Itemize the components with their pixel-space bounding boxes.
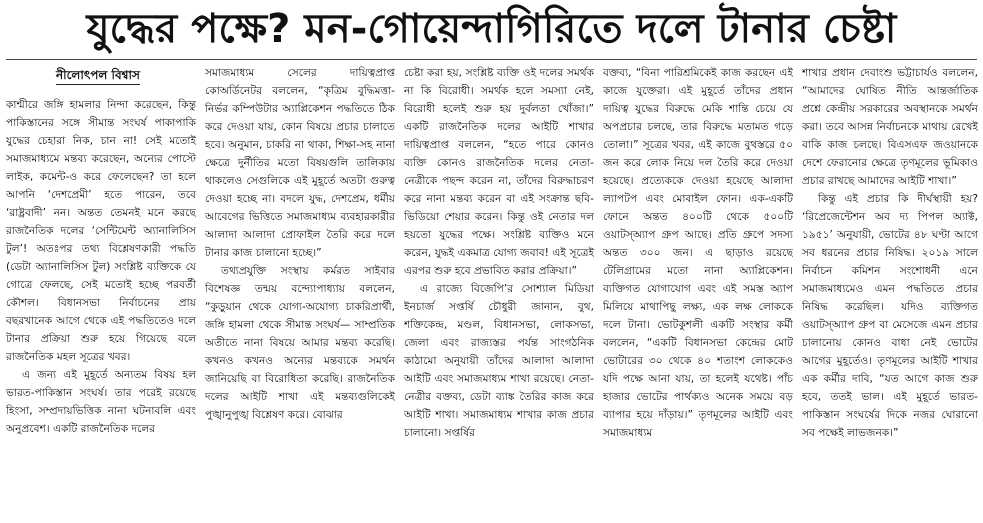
byline: নীলোৎপল বিশ্বাস: [56, 66, 140, 85]
column-4-paragraph-1: বক্তব্য, “বিনা পারিশ্রমিকেই কাজ করছেন এই কাজে যুক্তেরা। এই মুহূর্তে তাঁদের প্রধান দায়িত্ব যুদ্ধের বিরুদ্ধে মেকি শান্তি চেয়ে যে অপপ্রচার চলছে, তার বিরুদ্ধে মতামত গড়ে তোলা।” সূত্রের খবর, এই কাজে বুথস্তরে ৫০ জন করে লোক নিয়ে দল তৈরি করে দেওয়া হয়েছে। প্রত্যেককে দেওয়া হয়েছে আলাদা ল্যাপটপ এবং মোবাইল ফোন। এক-একটি ফোনে অন্তত ৪০০টি থেকে ৫০০টি ওয়াটস্‌অ্যাপ গ্রুপ আছে। প্রতি গ্রুপে সদস্য অন্তত ৩০০ জন। এ ছাড়াও রয়েছে টেলিগ্রামের মতো নানা অ্যাপ্লিকেশন। ব্যক্তিগত যোগাযোগ এবং এই সমস্ত অ্যাপ মিলিয়ে মাথাপিছু লক্ষ্য, এক লক্ষ লোককে দলে টানা। ভোটকুশলী একটি সংস্থার কর্মী বললেন, “একটি বিধানসভা কেন্দ্রের মোট ভোটারের ৩০ থেকে ৪০ শতাংশ লোককেও যদি পক্ষে আনা যায়, তা হলেই যথেষ্ট। পাঁচ হাজার ভোটের পার্থক্যও অনেক সময়ে বড় ব্যাপার হয়ে দাঁড়ায়।” তৃণমূলের আইটি এবং সমাজমাধ্যম: [603, 67, 793, 439]
article-column-2: [205, 64, 395, 520]
article-column-3: [404, 64, 594, 520]
article-column-5: [802, 64, 978, 520]
column-1-paragraph-1: কাশ্মীরে জঙ্গি হামলার নিন্দা করেছেন, কিন্তু পাকিস্তানের সঙ্গে সীমান্ত সংঘর্ষ পাকাপাকি যুদ্ধের চেহারা নিক, চান না! সেই মতোই সমাজমাধ্যমে মন্তব্য করেছেন, অন্যের পোস্টে লাইক, কমেন্ট-ও করে ফেলেছেন? তা হলে আপনি ‘দেশপ্রেমী’ হতে পারেন, তবে ‘রাষ্ট্রবাদী’ নন। অন্তত তেমনই মনে করছে রাজনৈতিক দলের ‘সেন্টিমেন্ট অ্যানালিসিস টুল’! অতঃপর তথ্য বিশ্লেষণকারী পদ্ধতি (ডেটা অ্যানালিসিস টুল) সংশ্লিষ্ট ব্যক্তিকে যে গোত্রে ফেলছে, সেই মতোই হচ্ছে পরবর্তী কৌশল। বিধানসভা নির্বাচনের প্রায় বছরখানেক আগে থেকে এই পদ্ধতিতেও দলে টানার প্রক্রিয়া শুরু হয়ে গিয়েছে বলে রাজনৈতিক মহল সূত্রের খবর।: [6, 99, 196, 363]
article-column-4: [603, 64, 793, 520]
article-column-1: [6, 96, 196, 520]
column-3-paragraph-2: এ রাজ্যে বিজেপি’র সোশ্যাল মিডিয়া ইনচার্জ সপ্তর্ষি চৌধুরী জানান, বুথ, শক্তিকেন্দ্র, মণ্ডল, বিধানসভা, লোকসভা, জেলা এবং রাজ্যস্তর পর্যন্ত সাংগঠনিক কাঠামো অনুযায়ী তাঁদের আলাদা আলাদা আইটি এবং সমাজমাধ্যম শাখা রয়েছে। নেতা-নেত্রীর বক্তব্য, ডেটা ব্যাঙ্ক তৈরির কাজ করে আইটি শাখা। সমাজমাধ্যম শাখার কাজ প্রচার চালানো। সপ্তর্ষির: [404, 283, 594, 439]
headline: যুদ্ধের পক্ষে? মন-গোয়েন্দাগিরিতে দলে টানার চেষ্টা: [86, 6, 897, 52]
column-2-paragraph-1: সমাজমাধ্যম সেলের দায়িত্বপ্রাপ্ত কোঅর্ডিনেটর বললেন, “কৃত্রিম বুদ্ধিমত্তা-নির্ভর কম্পিউটার অ্যাপ্লিকেশন পদ্ধতিতে ঠিক করে দেওয়া যায়, কোন বিষয়ে প্রচার চালাতে হবে। অনুমান, চাকরি না থাকা, শিক্ষা-সহ নানা ক্ষেত্রে দুর্নীতির মতো বিষয়গুলি তালিকায় থাকলেও সেগুলিকে এই মুহূর্তে অতটা গুরুত্ব দেওয়া হচ্ছে না। বদলে যুদ্ধ, দেশপ্রেম, ধর্মীয় আবেগের ভিত্তিতে সমাজমাধ্যম ব্যবহারকারীর আলাদা আলাদা প্রোফাইল তৈরি করে দলে টানার কাজ চালানো হচ্ছে।”: [205, 67, 395, 259]
column-5-paragraph-2: কিন্তু এই প্রচার কি দীর্ঘস্থায়ী হয়? ‘রিপ্রেজেন্টেশন অব দ্য পিপল অ্যাক্ট, ১৯৫১’ অনুযায়ী, ভোটের ৪৮ ঘণ্টা আগে সব ধরনের প্রচার নিষিদ্ধ। ২০১৯ সালে নির্বাচন কমিশন সংশোধনী এনে সমাজমাধ্যমেও এমন পদ্ধতিতে প্রচার নিষিদ্ধ করেছিল। যদিও ব্যক্তিগত ওয়াটস্‌অ্যাপ গ্রুপ বা মেসেজে এমন প্রচার চালানোয় কোনও বাধা নেই ভোটের আগের মুহূর্তেও। তৃণমূলের আইটি শাখার এক কর্মীর দাবি, “যত আগে কাজ শুরু হবে, ততই ভাল। এই মুহূর্তে ভারত-পাকিস্তান সংঘর্ষের দিকে নজর ঘোরানো সব পক্ষেই লাভজনক।”: [802, 193, 978, 439]
column-2-paragraph-2: তথ্যপ্রযুক্তি সংস্থায় কর্মরত সাইবার বিশেষজ্ঞ তন্ময় বন্দ্যোপাধ্যায় বললেন, “কুড়ুয়ান থেকে যোগ্য-অযোগ্য চাকরিপ্রার্থী, জঙ্গি হামলা থেকে সীমান্ত সংঘর্ষ— সাম্প্রতিক অতীতে নানা বিষয়ে আমার মন্তব্য করেছি। কখনও কখনও অন্যের মন্তব্যকে সমর্থন জানিয়েছি বা বিরোধিতা করেছি। রাজনৈতিক দলের আইটি শাখা এই মন্তব্যগুলিকেই পুঙ্খানুপুঙ্খ বিশ্লেষণ করে। বোঝার: [205, 265, 395, 421]
column-1-paragraph-2: এ জন্য এই মুহূর্তে অন্যতম বিষয় হল ভারত-পাকিস্তান সংঘর্ষ। তার পরেই রয়েছে হিংসা, সম্প্রদায়ভিত্তিক নানা ঘটনাবলি এবং অনুপ্রবেশ। একটি রাজনৈতিক দলের: [6, 369, 196, 435]
byline-block: [6, 64, 196, 92]
column-5-paragraph-1: শাখার প্রধান দেবাংশু ভট্টাচার্যও বললেন, “আমাদের ঘোষিত নীতি আন্তর্জাতিক প্রশ্নে কেন্দ্রীয় সরকারের অবস্থানকে সমর্থন করা। তবে আসন্ন নির্বাচনকে মাথায় রেখেই বাকি কাজ চলছে। বিএসএফ জওয়ানকে দেশে ফেরানোর ক্ষেত্রে তৃণমূলের ভূমিকাও প্রচার রাখছে আমাদের আইটি শাখা।”: [802, 67, 978, 187]
headline-divider: [6, 59, 977, 60]
column-3-paragraph-1: চেষ্টা করা হয়, সংশ্লিষ্ট ব্যক্তি ওই দলের সমর্থক না কি বিরোধী। সমর্থক হলে সমস্যা নেই, বিরোধী হলেই শুরু হয় দুর্বলতা খোঁজা।” একটি রাজনৈতিক দলের আইটি শাখার দায়িত্বপ্রাপ্ত বললেন, “হতে পারে কোনও ব্যক্তি কোনও রাজনৈতিক দলের নেতা-নেত্রীকে পছন্দ করেন না, তাঁদের বিরুদ্ধাচরণ করে নানা মন্তব্য করেন বা এই সংক্রান্ত ছবি-ভিডিয়ো শেয়ার করেন। কিন্তু ওই নেতার দল হয়তো যুদ্ধের পক্ষে। সংশ্লিষ্ট ব্যক্তিও মনে করেন, যুদ্ধই একমাত্র যোগ্য জবাব! এই সূত্রেই এরপর শুরু হবে প্রভাবিত করার প্রক্রিয়া।”: [404, 67, 594, 277]
